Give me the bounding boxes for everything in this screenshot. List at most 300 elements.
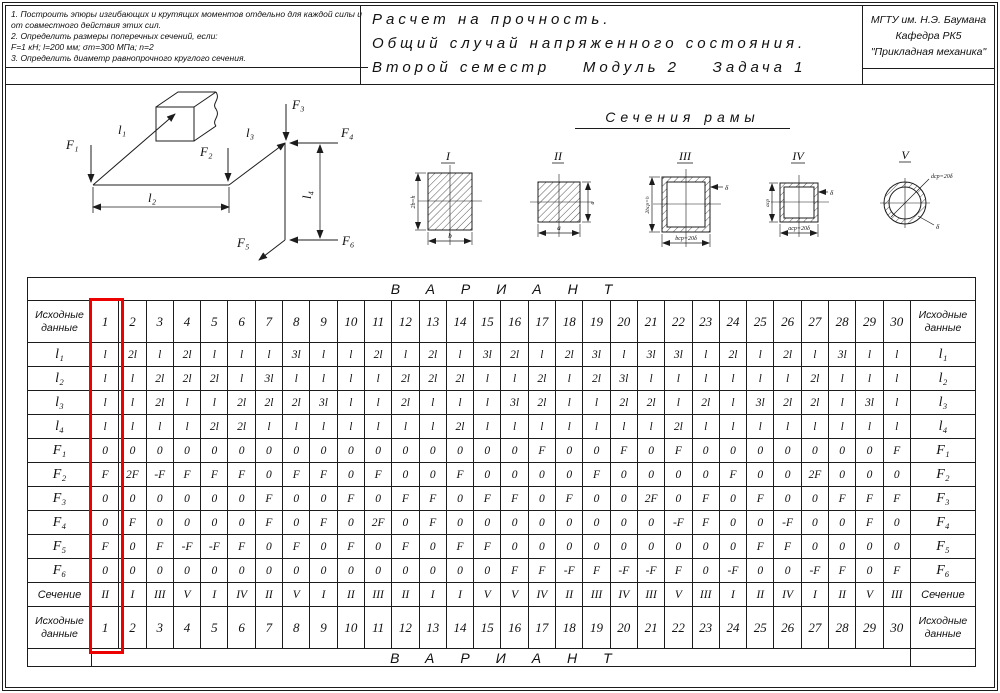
- value-cell: 0: [146, 559, 173, 583]
- value-cell: 0: [392, 511, 419, 535]
- value-cell: 2l: [801, 367, 828, 391]
- value-cell: 0: [556, 511, 583, 535]
- value-cell: l: [692, 343, 719, 367]
- value-cell: 0: [747, 511, 774, 535]
- value-cell: F: [446, 463, 473, 487]
- value-cell: 2l: [583, 367, 610, 391]
- value-cell: F: [337, 535, 364, 559]
- value-cell: l: [556, 391, 583, 415]
- value-cell: l: [719, 367, 746, 391]
- section-iii-left-dim: 2bср=h: [645, 196, 651, 214]
- value-cell: l: [364, 415, 391, 439]
- value-cell: V: [474, 583, 501, 607]
- variant-number-cell: 3: [146, 301, 173, 343]
- value-cell: 3l: [610, 367, 637, 391]
- value-cell: l: [337, 343, 364, 367]
- task-line-4: 3. Определить диаметр равнопрочного круглого сечения.: [11, 53, 246, 64]
- value-cell: 0: [173, 511, 200, 535]
- value-cell: II: [92, 583, 119, 607]
- variant-number-cell: 17: [528, 301, 555, 343]
- row-label: F₅: [910, 535, 975, 559]
- variant-number-cell: 16: [501, 607, 528, 649]
- variant-number-cell: 27: [801, 301, 828, 343]
- section-iii-figure: [645, 149, 729, 247]
- value-cell: IV: [528, 583, 555, 607]
- value-cell: 0: [392, 559, 419, 583]
- title-line-1: Расчет на прочность.: [372, 11, 612, 28]
- variant-number-cell: 27: [801, 607, 828, 649]
- row-label: l₂: [28, 367, 92, 391]
- value-cell: IV: [774, 583, 801, 607]
- value-cell: F: [92, 463, 119, 487]
- variant-number-cell: 23: [692, 607, 719, 649]
- value-cell: l: [92, 391, 119, 415]
- value-cell: F: [719, 463, 746, 487]
- sections-heading: Сечения рамы: [575, 109, 790, 129]
- value-cell: 2l: [255, 391, 282, 415]
- force-f3-label: F₃: [292, 97, 305, 112]
- value-cell: 0: [856, 463, 883, 487]
- value-cell: F: [774, 535, 801, 559]
- value-cell: 0: [283, 439, 310, 463]
- value-cell: 0: [637, 535, 664, 559]
- value-cell: 2l: [446, 415, 473, 439]
- value-cell: 2l: [446, 367, 473, 391]
- value-cell: l: [501, 367, 528, 391]
- variant-number-cell: 5: [201, 607, 228, 649]
- variant-number-cell: 28: [829, 607, 856, 649]
- value-cell: l: [283, 367, 310, 391]
- variant-number-cell: 29: [856, 301, 883, 343]
- org-line-1: МГТУ им. Н.Э. Баумана: [870, 14, 987, 26]
- variant-number-cell: 21: [637, 301, 664, 343]
- value-cell: F: [692, 487, 719, 511]
- variant-number-cell: 6: [228, 301, 255, 343]
- value-cell: III: [883, 583, 910, 607]
- value-cell: 0: [474, 511, 501, 535]
- value-cell: 0: [610, 487, 637, 511]
- value-cell: 0: [446, 511, 473, 535]
- value-cell: l: [747, 415, 774, 439]
- value-cell: F: [392, 535, 419, 559]
- value-cell: 0: [146, 439, 173, 463]
- value-cell: F: [283, 463, 310, 487]
- value-cell: l: [474, 367, 501, 391]
- value-cell: 0: [719, 535, 746, 559]
- value-cell: 0: [446, 487, 473, 511]
- value-cell: 0: [801, 439, 828, 463]
- value-cell: 0: [392, 439, 419, 463]
- variant-number-cell: 10: [337, 301, 364, 343]
- value-cell: l: [146, 343, 173, 367]
- value-cell: l: [883, 391, 910, 415]
- value-cell: 0: [719, 439, 746, 463]
- value-cell: F: [665, 439, 692, 463]
- value-cell: 0: [692, 559, 719, 583]
- variant-number-cell: 7: [255, 607, 282, 649]
- section-iv-figure: [765, 149, 834, 237]
- value-cell: 3l: [856, 391, 883, 415]
- variant-number-cell: 15: [474, 607, 501, 649]
- value-cell: 2l: [146, 367, 173, 391]
- header-bottom-rule: [6, 84, 994, 85]
- value-cell: I: [719, 583, 746, 607]
- section-iii-thickness: δ: [725, 184, 729, 192]
- value-cell: 0: [92, 487, 119, 511]
- row-label: l₄: [28, 415, 92, 439]
- value-cell: 0: [146, 487, 173, 511]
- corner-label: Исходные данные: [910, 301, 975, 343]
- value-cell: 0: [310, 559, 337, 583]
- value-cell: 0: [692, 535, 719, 559]
- variant-banner-top: ВАРИАНТ: [28, 278, 976, 301]
- variant-number-cell: 4: [173, 301, 200, 343]
- value-cell: 2l: [610, 391, 637, 415]
- organization-block: [863, 6, 994, 69]
- section-ii-figure: [530, 149, 596, 237]
- value-cell: l: [419, 415, 446, 439]
- value-cell: l: [392, 343, 419, 367]
- value-cell: 2l: [146, 391, 173, 415]
- variant-number-cell: 14: [446, 607, 473, 649]
- value-cell: 0: [501, 511, 528, 535]
- variant-number-cell: 16: [501, 301, 528, 343]
- value-cell: -F: [801, 559, 828, 583]
- value-cell: 0: [774, 487, 801, 511]
- value-cell: 0: [310, 487, 337, 511]
- value-cell: 0: [665, 535, 692, 559]
- value-cell: 0: [119, 559, 146, 583]
- value-cell: 0: [255, 439, 282, 463]
- value-cell: 0: [392, 463, 419, 487]
- value-cell: 0: [501, 535, 528, 559]
- value-cell: 0: [774, 463, 801, 487]
- section-iv-thickness: δ: [830, 189, 834, 197]
- corner-label: Исходные данные: [28, 301, 92, 343]
- value-cell: l: [692, 367, 719, 391]
- value-cell: F: [201, 463, 228, 487]
- variant-number-cell: 6: [228, 607, 255, 649]
- value-cell: l: [201, 343, 228, 367]
- value-cell: V: [665, 583, 692, 607]
- length-l4-label: l₄: [299, 190, 314, 200]
- value-cell: -F: [146, 463, 173, 487]
- value-cell: 0: [119, 439, 146, 463]
- value-cell: 0: [364, 439, 391, 463]
- value-cell: F: [446, 535, 473, 559]
- value-cell: l: [883, 415, 910, 439]
- value-cell: 2l: [201, 415, 228, 439]
- section-i-left-dim: 2b=h: [411, 195, 417, 209]
- variant-number-cell: 25: [747, 301, 774, 343]
- value-cell: 3l: [583, 343, 610, 367]
- section-iii-bottom-dim: bср=20δ: [675, 236, 697, 242]
- value-cell: 0: [583, 535, 610, 559]
- value-cell: 0: [419, 535, 446, 559]
- row-label: F₄: [28, 511, 92, 535]
- value-cell: -F: [719, 559, 746, 583]
- variant-number-cell: 24: [719, 607, 746, 649]
- value-cell: 0: [610, 511, 637, 535]
- row-label: l₄: [910, 415, 975, 439]
- variant-number-cell: 2: [119, 301, 146, 343]
- value-cell: I: [446, 583, 473, 607]
- value-cell: 2l: [419, 367, 446, 391]
- value-cell: F: [419, 511, 446, 535]
- corner-label: Исходные данные: [28, 607, 92, 649]
- section-i-numeral: I: [446, 149, 450, 163]
- value-cell: 0: [883, 463, 910, 487]
- section-i-bottom-dim: b: [448, 232, 452, 240]
- value-cell: 0: [774, 439, 801, 463]
- variant-number-cell: 14: [446, 301, 473, 343]
- value-cell: F: [856, 487, 883, 511]
- value-cell: l: [283, 415, 310, 439]
- value-cell: V: [283, 583, 310, 607]
- value-cell: II: [392, 583, 419, 607]
- value-cell: 0: [747, 439, 774, 463]
- page-title: [372, 8, 858, 82]
- value-cell: III: [583, 583, 610, 607]
- variant-number-cell: 25: [747, 607, 774, 649]
- value-cell: IV: [610, 583, 637, 607]
- row-label: F₂: [28, 463, 92, 487]
- variant-number-cell: 18: [556, 301, 583, 343]
- row-label: F₅: [28, 535, 92, 559]
- value-cell: 0: [283, 559, 310, 583]
- value-cell: l: [856, 343, 883, 367]
- task-line-3: F=1 кН; l=200 мм; σт=300 МПа; n=2: [11, 42, 154, 53]
- value-cell: F: [583, 463, 610, 487]
- variant-number-cell: 4: [173, 607, 200, 649]
- value-cell: F: [337, 487, 364, 511]
- value-cell: l: [310, 367, 337, 391]
- value-cell: 0: [419, 559, 446, 583]
- value-cell: -F: [610, 559, 637, 583]
- value-cell: F: [747, 487, 774, 511]
- value-cell: 2l: [556, 343, 583, 367]
- value-cell: II: [747, 583, 774, 607]
- section-ii-right-dim: a: [590, 201, 596, 205]
- value-cell: l: [364, 391, 391, 415]
- value-cell: F: [419, 487, 446, 511]
- value-cell: l: [829, 415, 856, 439]
- value-cell: F: [474, 487, 501, 511]
- value-cell: -F: [556, 559, 583, 583]
- value-cell: l: [528, 415, 555, 439]
- value-cell: F: [474, 535, 501, 559]
- variant-number-cell: 19: [583, 607, 610, 649]
- value-cell: 0: [556, 535, 583, 559]
- variant-number-cell: 11: [364, 607, 391, 649]
- value-cell: F: [501, 559, 528, 583]
- value-cell: l: [747, 367, 774, 391]
- value-cell: 0: [201, 487, 228, 511]
- break-line: [215, 92, 218, 126]
- value-cell: F: [501, 487, 528, 511]
- value-cell: l: [146, 415, 173, 439]
- value-cell: F: [883, 439, 910, 463]
- value-cell: 0: [665, 487, 692, 511]
- value-cell: l: [856, 415, 883, 439]
- value-cell: II: [337, 583, 364, 607]
- value-cell: F: [665, 559, 692, 583]
- value-cell: 0: [856, 535, 883, 559]
- value-cell: 3l: [829, 343, 856, 367]
- value-cell: F: [829, 487, 856, 511]
- value-cell: 0: [92, 559, 119, 583]
- value-cell: F: [747, 535, 774, 559]
- value-cell: 0: [446, 439, 473, 463]
- value-cell: l: [829, 367, 856, 391]
- value-cell: 2l: [419, 343, 446, 367]
- value-cell: 0: [201, 439, 228, 463]
- value-cell: l: [446, 343, 473, 367]
- value-cell: 2l: [228, 391, 255, 415]
- value-cell: F: [364, 463, 391, 487]
- task-line-1: 1. Построить эпюры изгибающих и крутящих моментов отдельно для каждой силы и от совместного действия этих сил.: [11, 9, 363, 31]
- value-cell: l: [228, 343, 255, 367]
- value-cell: l: [801, 415, 828, 439]
- value-cell: 2l: [392, 391, 419, 415]
- row-label: F₁: [910, 439, 975, 463]
- value-cell: 0: [774, 559, 801, 583]
- value-cell: 0: [583, 439, 610, 463]
- value-cell: l: [637, 415, 664, 439]
- row-label: l₂: [910, 367, 975, 391]
- value-cell: 0: [173, 559, 200, 583]
- value-cell: l: [637, 367, 664, 391]
- value-cell: 0: [92, 511, 119, 535]
- value-cell: F: [856, 511, 883, 535]
- value-cell: l: [856, 367, 883, 391]
- variant-number-cell: 30: [883, 301, 910, 343]
- value-cell: 2l: [637, 391, 664, 415]
- value-cell: 0: [610, 463, 637, 487]
- value-cell: 2l: [392, 367, 419, 391]
- value-cell: l: [92, 367, 119, 391]
- value-cell: l: [337, 415, 364, 439]
- value-cell: F: [255, 511, 282, 535]
- value-cell: 0: [801, 487, 828, 511]
- value-cell: II: [556, 583, 583, 607]
- value-cell: l: [474, 391, 501, 415]
- value-cell: 0: [637, 439, 664, 463]
- value-cell: II: [255, 583, 282, 607]
- value-cell: l: [801, 343, 828, 367]
- force-f1-label: F₁: [66, 137, 79, 152]
- value-cell: -F: [774, 511, 801, 535]
- value-cell: l: [774, 415, 801, 439]
- variant-number-cell: 3: [146, 607, 173, 649]
- value-cell: 0: [364, 559, 391, 583]
- value-cell: F: [528, 439, 555, 463]
- corner-label: Исходные данные: [910, 607, 975, 649]
- value-cell: l: [173, 415, 200, 439]
- value-cell: 0: [583, 487, 610, 511]
- value-cell: I: [310, 583, 337, 607]
- section-v-figure: [880, 148, 953, 231]
- value-cell: 0: [801, 511, 828, 535]
- value-cell: V: [173, 583, 200, 607]
- blank-cell: [910, 649, 975, 667]
- value-cell: l: [173, 391, 200, 415]
- value-cell: 0: [283, 487, 310, 511]
- value-cell: 0: [446, 559, 473, 583]
- value-cell: 2l: [774, 343, 801, 367]
- row-label: Сечение: [910, 583, 975, 607]
- value-cell: IV: [228, 583, 255, 607]
- variants-table-container: [27, 277, 976, 667]
- value-cell: 0: [747, 463, 774, 487]
- value-cell: l: [92, 415, 119, 439]
- row-label: l₁: [910, 343, 975, 367]
- value-cell: l: [255, 343, 282, 367]
- value-cell: 0: [692, 463, 719, 487]
- length-l1-label: l₁: [118, 122, 127, 137]
- value-cell: 0: [228, 511, 255, 535]
- value-cell: 0: [228, 559, 255, 583]
- variant-number-cell: 22: [665, 301, 692, 343]
- section-iii-numeral: III: [679, 149, 691, 163]
- value-cell: 0: [719, 511, 746, 535]
- value-cell: 3l: [255, 367, 282, 391]
- value-cell: l: [528, 343, 555, 367]
- value-cell: l: [883, 343, 910, 367]
- value-cell: 3l: [665, 343, 692, 367]
- value-cell: F: [556, 487, 583, 511]
- variant-number-cell: 2: [119, 607, 146, 649]
- value-cell: 2F: [364, 511, 391, 535]
- task-instructions: [6, 6, 368, 68]
- value-cell: 3l: [310, 391, 337, 415]
- row-label: F₂: [910, 463, 975, 487]
- section-v-diameter-dim: dср=20δ: [931, 174, 953, 180]
- value-cell: l: [610, 415, 637, 439]
- header-divider-left: [360, 6, 361, 84]
- value-cell: 2l: [665, 415, 692, 439]
- value-cell: F: [119, 511, 146, 535]
- value-cell: 0: [283, 511, 310, 535]
- variant-number-cell: 30: [883, 607, 910, 649]
- value-cell: F: [146, 535, 173, 559]
- value-cell: F: [228, 463, 255, 487]
- variants-table: [27, 277, 976, 667]
- value-cell: 0: [201, 559, 228, 583]
- variant-number-cell: 8: [283, 301, 310, 343]
- variant-number-cell: 15: [474, 301, 501, 343]
- variant-banner-bottom: ВАРИАНТ: [92, 649, 911, 667]
- value-cell: l: [310, 343, 337, 367]
- variant-number-cell: 23: [692, 301, 719, 343]
- value-cell: -F: [637, 559, 664, 583]
- value-cell: 2l: [801, 391, 828, 415]
- variant-number-cell: 12: [392, 607, 419, 649]
- value-cell: 0: [255, 535, 282, 559]
- value-cell: F: [310, 511, 337, 535]
- value-cell: 2F: [637, 487, 664, 511]
- value-cell: 2l: [719, 343, 746, 367]
- variant-number-cell: 12: [392, 301, 419, 343]
- force-f5-label: F₅: [237, 235, 250, 250]
- value-cell: 0: [583, 511, 610, 535]
- section-iv-numeral: IV: [792, 149, 804, 163]
- value-cell: -F: [665, 511, 692, 535]
- value-cell: 0: [883, 511, 910, 535]
- value-cell: l: [665, 367, 692, 391]
- value-cell: l: [337, 367, 364, 391]
- value-cell: l: [337, 391, 364, 415]
